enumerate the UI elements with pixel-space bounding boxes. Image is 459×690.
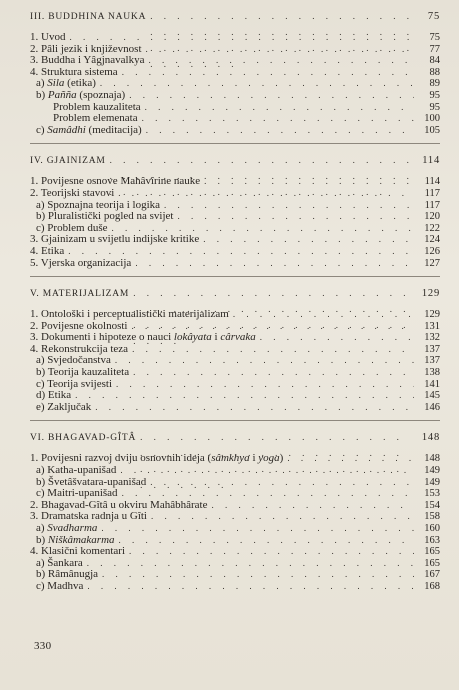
toc-entry-page: 163 <box>424 534 440 546</box>
toc-entry-label: a) Svadharma <box>36 522 98 534</box>
toc-entry-page: 138 <box>424 367 440 379</box>
leader-dots <box>211 500 414 512</box>
leader-dots <box>133 367 414 379</box>
toc-entry-label: 1. Povijesne osnove Mahâvîrine nauke <box>30 175 201 188</box>
section-page-number: 129 <box>421 288 440 300</box>
toc-entry-page: 154 <box>424 499 440 511</box>
toc-entry[interactable] <box>30 246 440 258</box>
toc-entry-label: b) Teorija kauzaliteta <box>36 366 130 379</box>
toc-entry-page: 122 <box>424 222 440 234</box>
leader-dots <box>142 113 414 125</box>
toc-entry-label: 2. Bhagavad-Gîtâ u okviru Mahâbhârate <box>30 498 208 511</box>
leader-dots <box>102 569 414 581</box>
leader-dots <box>68 246 414 258</box>
toc-section <box>30 429 440 592</box>
toc-entry[interactable] <box>30 367 440 379</box>
toc-entry-label: b) Pañña (spoznaja) <box>36 88 126 101</box>
toc-entry-page: 100 <box>424 113 440 125</box>
leader-dots <box>101 523 414 535</box>
toc-entry-page: 129 <box>424 309 440 321</box>
toc-entry-page: 137 <box>424 343 440 355</box>
leader-dots <box>233 309 414 321</box>
toc-entry-page: 167 <box>424 569 440 581</box>
toc-entry-label: a) Spoznajna teorija i logika <box>36 198 161 211</box>
toc-entry-label: 1. Povijesni razvoj dviju osnovnih ideja (sâmkhya i yoga) <box>30 452 284 465</box>
leader-dots <box>69 32 414 44</box>
toc-entry-label: 4. Klasični komentari <box>30 545 126 558</box>
leader-dots <box>119 535 414 547</box>
toc-entry[interactable] <box>30 125 440 137</box>
toc-entry-page: 141 <box>424 378 440 390</box>
leader-dots <box>151 511 414 523</box>
toc-entry-page: 158 <box>424 511 440 523</box>
toc-entry-page: 117 <box>424 187 440 199</box>
toc-entry-page: 132 <box>424 332 440 344</box>
leader-dots <box>115 355 414 367</box>
toc-entry[interactable] <box>30 211 440 223</box>
toc-entry-page: 149 <box>424 465 440 477</box>
toc-entry[interactable] <box>30 113 440 125</box>
section-heading[interactable] <box>30 152 440 168</box>
leader-dots <box>87 581 414 593</box>
section-page-number: 148 <box>421 432 440 444</box>
toc-entry-label: a) Svjedočanstva <box>36 354 111 367</box>
toc-entry[interactable] <box>30 379 440 391</box>
leader-dots <box>122 67 414 79</box>
leader-dots <box>129 546 414 558</box>
toc-entry-page: 95 <box>429 89 440 101</box>
toc-entry-label: b) Pluralistički pogled na svijet <box>36 210 174 223</box>
toc-entry-label: b) Niškâmakarma <box>36 533 115 546</box>
leader-dots <box>146 44 414 56</box>
toc-entry-label: 3. Dramatska radnja u Gîti <box>30 510 147 523</box>
toc-entry[interactable] <box>30 188 440 200</box>
toc-entry[interactable] <box>30 234 440 246</box>
leader-dots <box>260 332 414 344</box>
toc-entry-page: 117 <box>424 199 440 211</box>
toc-entry-page: 153 <box>424 488 440 500</box>
toc-entry[interactable] <box>30 90 440 102</box>
toc-entry[interactable] <box>30 390 440 402</box>
toc-entry-label: b) Râmânugja <box>36 568 99 581</box>
leader-dots <box>100 78 414 90</box>
toc-entry[interactable] <box>30 402 440 414</box>
toc-entry[interactable] <box>30 258 440 270</box>
leader-dots <box>116 379 414 391</box>
section-page-number: 75 <box>427 11 440 22</box>
toc-entry-label: 4. Struktura sistema <box>30 65 118 78</box>
section-title: V. MATERIJALIZAM <box>30 289 130 300</box>
toc-entry-label: e) Zaključak <box>36 400 92 413</box>
section-heading[interactable] <box>30 429 440 445</box>
toc-entry[interactable] <box>30 546 440 558</box>
toc-section <box>30 152 440 269</box>
toc-entry-page: 148 <box>424 453 440 465</box>
toc-entry-page: 127 <box>424 257 440 269</box>
toc-entry[interactable] <box>30 465 440 477</box>
toc-entry-label: 4. Etika <box>30 244 65 257</box>
toc-entry-label: 2. Teorijski stavovi <box>30 186 115 199</box>
leader-dots <box>203 234 414 246</box>
leader-dots <box>120 465 414 477</box>
toc-entry-page: 88 <box>429 66 440 78</box>
toc-entry-page: 114 <box>424 176 440 188</box>
toc-entry-label: 2. Pâli jezik i književnost <box>30 42 142 55</box>
leader-dots <box>132 344 414 356</box>
section-page-number: 114 <box>422 155 440 167</box>
leader-dots <box>118 188 414 200</box>
toc-entry-label: a) Katha-upanišad <box>36 464 117 477</box>
toc-entry[interactable] <box>30 309 440 321</box>
toc-section <box>30 285 440 413</box>
toc-entry-label: 5. Vjerska organizacija <box>30 256 132 269</box>
toc-entry-label: 3. Buddha i Yâgjnavalkya <box>30 54 145 67</box>
page-number: 330 <box>34 640 52 652</box>
leader-dots <box>87 558 414 570</box>
leader-dots <box>204 176 414 188</box>
toc-entry-label: c) Problem duše <box>36 221 108 234</box>
toc-entry-page: 168 <box>424 580 440 592</box>
leader-dots <box>129 90 414 102</box>
toc-entry-page: 89 <box>429 78 440 90</box>
leader-dots <box>75 390 414 402</box>
toc-entry-label: 2. Povijesne okolnosti <box>30 319 128 332</box>
leader-dots <box>177 211 414 223</box>
toc-entry-page: 84 <box>429 55 440 67</box>
section-divider <box>30 420 440 421</box>
leader-dots <box>146 125 414 137</box>
toc-entry-label: Problem elemenata <box>53 112 138 125</box>
section-heading[interactable] <box>30 8 440 24</box>
toc-entry-label: 3. Gjainizam u svijetlu indijske kritike <box>30 233 200 246</box>
section-heading[interactable] <box>30 285 440 301</box>
toc-entry-page: 75 <box>429 32 440 43</box>
toc-entry-page: 124 <box>424 234 440 246</box>
section-title: VI. BHAGAVAD-GÎTÂ <box>30 433 137 444</box>
toc-entry-label: c) Madhva <box>36 579 84 592</box>
toc-entry[interactable] <box>30 32 440 44</box>
toc-entry-page: 146 <box>424 401 440 413</box>
toc-entry-label: Problem kauzaliteta <box>53 100 141 113</box>
toc-entry-label: a) Sila (etika) <box>36 77 96 90</box>
toc-entry-page: 165 <box>424 546 440 558</box>
table-of-contents <box>30 8 440 593</box>
toc-entry-page: 149 <box>424 476 440 488</box>
toc-entry-label: c) Teorija svijesti <box>36 377 113 390</box>
toc-entry-page: 95 <box>429 101 440 113</box>
section-divider <box>30 276 440 277</box>
toc-entry-page: 131 <box>424 320 440 332</box>
section-divider <box>30 143 440 144</box>
toc-entry-label: 1. Uvod <box>30 31 66 43</box>
toc-entry-label: c) Maitri-upanišad <box>36 487 118 500</box>
toc-entry-page: 165 <box>424 557 440 569</box>
toc-entry-page: 137 <box>424 355 440 367</box>
toc-entry-label: c) Samâdhi (meditacija) <box>36 123 142 136</box>
toc-entry-label: 3. Dokumenti i hipoteze o nauci lokâyata i cârvaka <box>30 331 256 344</box>
toc-entry-label: b) Švetâšvatara-upanišad <box>36 475 147 488</box>
toc-entry-page: 105 <box>424 124 440 136</box>
leader-dots <box>135 258 414 270</box>
toc-entry-page: 160 <box>424 523 440 534</box>
toc-entry-label: d) Etika <box>36 389 72 402</box>
leader-dots <box>95 402 414 414</box>
toc-entry-page: 77 <box>429 43 440 55</box>
toc-entry-page: 126 <box>424 245 440 257</box>
section-title: IV. GJAINIZAM <box>30 156 106 167</box>
toc-entry-label: 4. Rekonstrukcija teza <box>30 342 129 355</box>
toc-entry[interactable] <box>30 569 440 581</box>
toc-entry-label: 1. Ontološki i perceptualistički materijalizam <box>30 308 229 321</box>
leader-dots <box>287 453 414 465</box>
leader-dots <box>150 477 414 489</box>
toc-entry-label: a) Šankara <box>36 556 83 569</box>
leader-dots <box>145 102 414 114</box>
toc-entry-page: 145 <box>424 390 440 402</box>
toc-section <box>30 8 440 136</box>
toc-entry[interactable] <box>30 581 440 593</box>
toc-entry-page: 120 <box>424 211 440 223</box>
section-title: III. BUDDHINA NAUKA <box>30 12 147 22</box>
leader-dots <box>164 200 414 212</box>
leader-dots <box>148 55 414 67</box>
